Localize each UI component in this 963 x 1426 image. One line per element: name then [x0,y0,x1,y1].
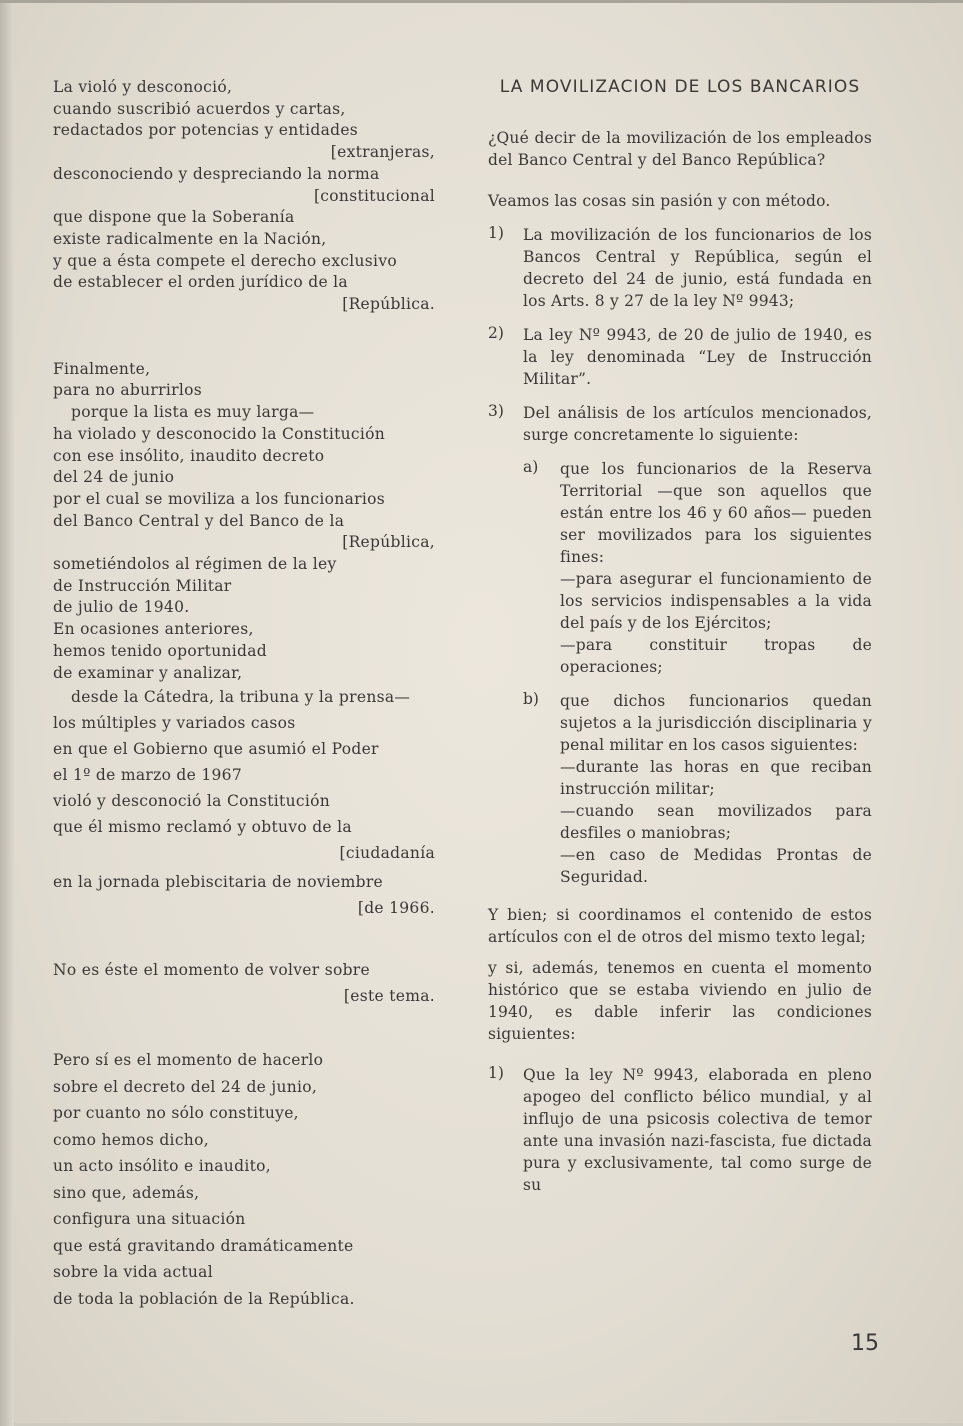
verse-line: [constitucional [313,186,435,205]
numbered-item [488,224,872,312]
verse-line: [extranjeras, [330,143,435,162]
verse-line: sobre el decreto del 24 de junio, [53,1077,318,1096]
verse-line: En ocasiones anteriores, [53,620,254,639]
method-paragraph: Veamos las cosas sin pasión y con método. [488,192,831,210]
verse-line: del 24 de junio [53,468,175,487]
verse-line: el 1º de marzo de 1967 [53,766,242,785]
verse-line: un acto insólito e inaudito, [53,1157,271,1176]
verse-group-1 [53,77,435,316]
sub-item-letter: b) [523,690,539,708]
sub-item-b [523,690,872,888]
item-text: La movilización de los funcionarios de los Bancos Central y República, según el decreto del 24 de junio, está fundada en los Arts. 8 y 27 de la ley Nº 9943; [523,226,872,310]
verse-line: como hemos dicho, [53,1130,209,1149]
verse-line: desde la Cátedra, la tribuna y la prensa— [71,688,411,707]
verse-line: en que el Gobierno que asumió el Poder [53,740,379,759]
verse-line: del Banco Central y del Banco de la [53,511,345,530]
verse-line: violó y desconoció la Constitución [53,792,331,811]
verse-line: de toda la población de la República. [53,1289,355,1308]
sub-item-text: que los funcionarios de la Reserva Territorial —que son aquellos que están entre los 46 y 60 años— pueden ser movilizados para los siguientes fines: [560,460,872,566]
verse-line: Pero sí es el momento de hacerlo [53,1051,324,1070]
verse-line: de Instrucción Militar [53,576,232,595]
section-title: LA MOVILIZACION DE LOS BANCARIOS [499,77,861,97]
numbered-item [488,324,872,390]
verse-line: los múltiples y variados casos [53,714,296,733]
body-paragraph: y si, además, tenemos en cuenta el momento histórico que se estaba viviendo en julio de 1940, es dable inferir las condiciones siguientes: [488,959,872,1043]
verse-line: y que a ésta compete el derecho exclusivo [53,251,398,270]
item-number: 1) [488,224,504,242]
verse-line: [este tema. [343,987,435,1006]
verse-line: configura una situación [53,1210,246,1229]
intro-paragraph: ¿Qué decir de la movilización de los empleados del Banco Central y del Banco República? [488,129,872,169]
verse-line: sobre la vida actual [53,1263,213,1282]
numbered-item [488,1064,872,1196]
verse-line: que dispone que la Soberanía [53,208,295,227]
verse-line: cuando suscribió acuerdos y cartas, [53,99,346,118]
verse-line: Finalmente, [53,359,151,378]
right-column [488,77,872,1196]
verse-line: [República. [342,295,435,314]
verse-line: La violó y desconoció, [53,78,233,96]
sub-item-text: que dichos funcionarios quedan sujetos a la jurisdicción disciplinaria y penal militar en los casos siguientes: [560,692,872,754]
item-text: Del análisis de los artículos mencionados, surge concretamente lo siguiente: [523,404,872,444]
verse-line: de establecer el orden jurídico de la [53,273,348,292]
verse-line: por cuanto no sólo constituye, [53,1104,299,1123]
item-text: La ley Nº 9943, de 20 de julio de 1940, es la ley denominada “Ley de Instrucción Militar”. [523,326,872,388]
verse-line: existe radicalmente en la Nación, [53,229,327,248]
numbered-item [488,402,872,888]
sub-item-a [523,458,872,678]
verse-line: ha violado y desconocido la Constitución [53,424,386,443]
verse-line: sino que, además, [53,1183,200,1202]
left-column [53,77,435,1312]
verse-line: en la jornada plebiscitaria de noviembre [53,873,384,892]
item-number: 1) [488,1064,504,1082]
verse-line: para no aburrirlos [53,381,202,400]
sub-item-letter: a) [523,458,539,476]
sub-item-dash: —para asegurar el funcionamiento de los servicios indispensables a la vida del país y de los Ejércitos; [560,570,872,632]
verse-line: [ciudadanía [339,844,435,863]
sub-item-dash: —durante las horas en que reciban instrucción militar; [560,758,872,798]
verse-line: sometiéndolos al régimen de la ley [53,555,337,574]
verse-line: que está gravitando dramáticamente [53,1236,354,1255]
verse-line: [República, [342,533,435,552]
sub-item-dash: —cuando sean movilizados para desfiles o maniobras; [560,802,872,842]
verse-line: por el cual se moviliza a los funcionarios [53,489,385,508]
verse-line: hemos tenido oportunidad [53,641,268,660]
verse-group-3 [53,957,435,1009]
page-number: 15 [851,1331,879,1356]
sub-item-dash: —en caso de Medidas Prontas de Seguridad. [560,846,872,886]
page-edge [0,3,14,1426]
verse-line: [de 1966. [357,899,435,918]
sub-item-dash: —para constituir tropas de operaciones; [560,636,872,676]
verse-line: que él mismo reclamó y obtuvo de la [53,818,352,837]
verse-line: redactados por potencias y entidades [53,121,359,140]
verse-line: de examinar y analizar, [53,663,243,682]
body-paragraph: Y bien; si coordinamos el contenido de estos artículos con el de otros del mismo texto legal; [488,906,872,946]
verse-line: de julio de 1940. [53,598,190,617]
item-number: 3) [488,402,504,420]
item-text: Que la ley Nº 9943, elaborada en pleno apogeo del conflicto bélico mundial, y al influjo de una psicosis colectiva de temor ante una invasión nazi-fascista, fue dictada pura y exclusivamente, tal como surge de su [523,1066,872,1194]
item-number: 2) [488,324,504,342]
verse-group-4 [53,1047,435,1312]
verse-line: No es éste el momento de volver sobre [53,961,370,980]
verse-group-2 [53,359,435,920]
verse-line: desconociendo y despreciando la norma [53,164,380,183]
verse-line: porque la lista es muy larga— [71,403,315,422]
verse-line: con ese insólito, inaudito decreto [53,446,325,465]
